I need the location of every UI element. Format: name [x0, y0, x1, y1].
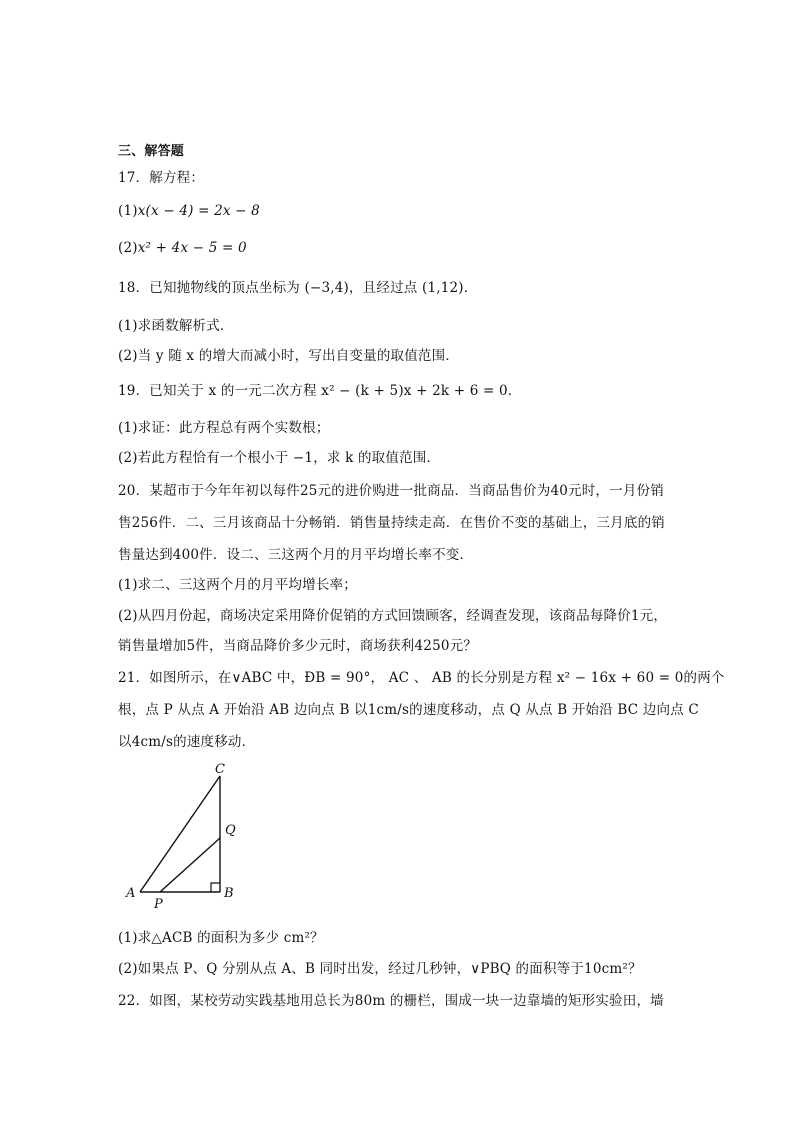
- q20-part2-line1: (2)从四月份起，商场决定采用降价促销的方式回馈顾客，经调查发现，该商品每降价1元，: [118, 608, 668, 624]
- label-q: Q: [225, 823, 236, 838]
- q20-part1: (1)求二、三这两个月的月平均增长率；: [118, 577, 357, 593]
- q20-line3: 售量达到400件．设二、三这两个月的月平均增长率不变．: [118, 547, 474, 563]
- q20-line1: 20．某超市于今年年初以每件25元的进价购进一批商品．当商品售价为40元时，一月份销: [118, 483, 664, 499]
- q17-part2-label: (2): [118, 240, 138, 256]
- label-c: C: [215, 762, 225, 777]
- q21-part2: (2)如果点 P、Q 分别从点 A、B 同时出发，经过几秒钟，∨PBQ 的面积等于10cm²？: [118, 961, 642, 977]
- q21-line1: 21．如图所示，在∨ABC 中，ÐB = 90°， AC 、 AB 的长分别是方程 x² − 16x + 60 = 0的两个: [118, 670, 725, 686]
- q18-part1: (1)求函数解析式．: [118, 318, 234, 334]
- q21-line2: 根，点 P 从点 A 开始沿 AB 边向点 B 以1cm/s的速度移动，点 Q 从点 B 开始沿 BC 边向点 C: [118, 702, 699, 718]
- q17-part1-label: (1): [118, 203, 138, 219]
- q19-part1: (1)求证：此方程总有两个实数根；: [118, 420, 330, 436]
- label-p: P: [154, 897, 163, 910]
- q17-part1-equation: x(x − 4) = 2x − 8: [137, 203, 260, 219]
- q17-part1: [118, 203, 260, 219]
- q21-line3: 以4cm/s的速度移动．: [118, 734, 256, 750]
- q20-part2-line2: 销售量增加5件，当商品降价多少元时，商场获利4250元？: [118, 638, 478, 654]
- right-angle-mark: [211, 883, 220, 892]
- q17-part2-equation: x² + 4x − 5 = 0: [137, 240, 247, 256]
- q21-part1: (1)求△ACB 的面积为多少 cm²？: [118, 930, 324, 946]
- q17-stem: 17．解方程：: [118, 170, 205, 186]
- q19-part2: (2)若此方程恰有一个根小于 −1，求 k 的取值范围．: [118, 450, 441, 466]
- label-a: A: [126, 886, 136, 901]
- label-b: B: [224, 886, 234, 901]
- section-title: 三、解答题: [118, 144, 185, 159]
- triangle-figure: [118, 760, 258, 910]
- q20-line2: 售256件．二、三月该商品十分畅销．销售量持续走高．在售价不变的基础上，三月底的销: [118, 515, 665, 531]
- q17-part2: [118, 240, 247, 256]
- q22-line1: 22．如图，某校劳动实践基地用总长为80m 的栅栏，围成一块一边靠墙的矩形实验田，墙: [118, 993, 664, 1009]
- q19-stem: 19．已知关于 x 的一元二次方程 x² − (k + 5)x + 2k + 6 = 0．: [118, 383, 522, 399]
- q18-stem: 18．已知抛物线的顶点坐标为 (−3,4)，且经过点 (1,12)．: [118, 280, 478, 296]
- q18-part2: (2)当 y 随 x 的增大而减小时，写出自变量的取值范围．: [118, 348, 460, 364]
